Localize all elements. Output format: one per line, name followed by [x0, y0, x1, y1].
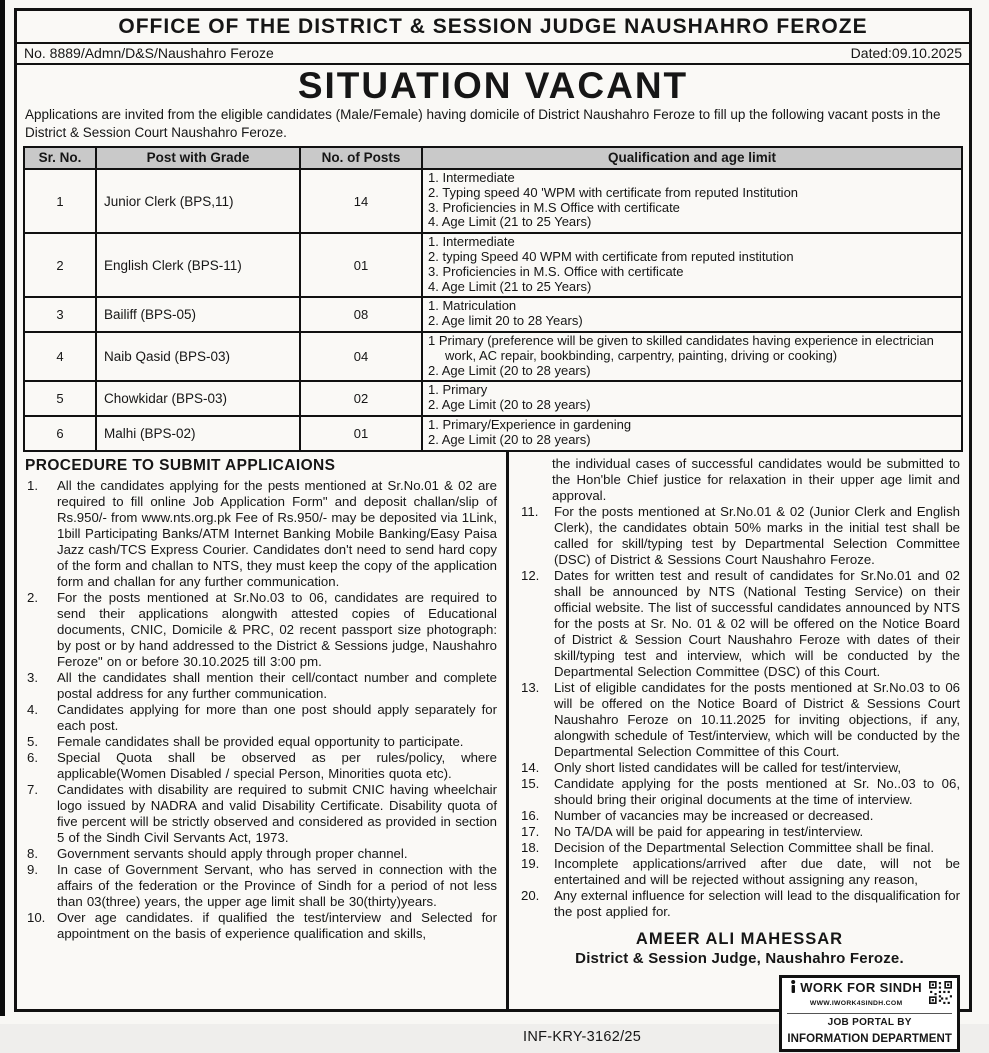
item-text: List of eligible candidates for the posts mentioned at Sr.No.03 to 06 will be offered on the Notice Board of District & Sessions Court Naushahro Feroze on 10.11.2025 for inviting objections, if any, alongwith schedule of Test/interview, which will be conducted by the Departmental Selection Committee of this Court. — [554, 679, 960, 759]
item-number: 16. — [521, 807, 540, 823]
post-cell: Naib Qasid (BPS-03) — [97, 333, 301, 382]
col-header-no-of-posts: No. of Posts — [301, 148, 423, 170]
procedure-right-column — [509, 452, 969, 1045]
signatory-name: AMEER ALI MAHESSAR — [635, 929, 844, 948]
qualification-line: 4. Age Limit (21 to 25 Years) — [428, 214, 592, 230]
procedure-item — [519, 568, 960, 680]
item-text: Over age candidates. if qualified the test/interview and Selected for appointment on the basis of experience qualification and skills, — [57, 909, 497, 941]
item-number: 5. — [27, 733, 38, 749]
reference-row — [17, 44, 969, 65]
work-for-sindh-logo — [779, 975, 960, 1052]
item-number: 20. — [521, 887, 540, 903]
qualification-line: 1. Matriculation — [428, 298, 517, 314]
procedure-item — [25, 734, 497, 750]
table-header-row — [25, 148, 961, 170]
item-10-continuation: the individual cases of successful candidates would be submitted to the Hon'ble Chief justice for relaxation in their upper age limit and approval. — [552, 455, 960, 503]
procedure-item — [519, 856, 960, 888]
col-header-qualification: Qualification and age limit — [423, 148, 961, 170]
qualification-line: 3. Proficiencies in M.S Office with certificate — [428, 199, 680, 215]
page-title: SITUATION VACANT — [297, 65, 689, 106]
item-text: All the candidates shall mention their cell/contact number and complete postal address for any further communication. — [57, 669, 497, 701]
item-number: 9. — [27, 861, 38, 877]
vacancy-table — [23, 146, 963, 452]
item-number: 10. — [27, 909, 46, 925]
item-number: 12. — [521, 567, 540, 583]
procedure-item — [25, 782, 497, 846]
item-text: Any external influence for selection will lead to the disqualification for the post applied for. — [554, 887, 960, 919]
qualification-line: 2. typing Speed 40 WPM with certificate from reputed institution — [428, 248, 794, 264]
item-text: Number of vacancies may be increased or decreased. — [554, 807, 874, 823]
procedure-section — [17, 452, 969, 1045]
no-of-posts-cell: 04 — [301, 333, 423, 382]
item-number: 8. — [27, 845, 38, 861]
procedure-item — [25, 750, 497, 782]
intro-paragraph: Applications are invited from the eligible candidates (Male/Female) having domicile of District Naushahro Feroze to fill up the following vacant posts in the District & Session Court Naushahro Feroze. — [25, 107, 941, 140]
footer-row — [519, 969, 960, 1053]
logo-portal-line: JOB PORTAL BY — [787, 1013, 952, 1031]
item-number: 1. — [27, 477, 38, 493]
signatory-title: District & Session Judge, Naushahro Feroze. — [575, 949, 904, 967]
post-cell: Chowkidar (BPS-03) — [97, 382, 301, 417]
item-text: Female candidates shall be provided equal opportunity to participate. — [57, 733, 464, 749]
no-of-posts-cell: 08 — [301, 298, 423, 333]
procedure-item — [25, 702, 497, 734]
no-of-posts-cell: 01 — [301, 234, 423, 298]
qualification-line: 1. Intermediate — [428, 234, 515, 250]
inf-reference: INF-KRY-3162/25 — [523, 1028, 642, 1045]
procedure-item — [25, 478, 497, 590]
table-row — [25, 382, 961, 417]
item-text: Only short listed candidates will be called for test/interview, — [554, 759, 902, 775]
procedure-item — [25, 910, 497, 942]
qualification-cell — [423, 333, 961, 382]
item-text: Dates for written test and result of candidates for Sr.No.01 and 02 shall be announced by NTS (National Testing Service) on their official website. The list of successful candidates announced by NTS for the posts at Sr. No. 01 & 02 will be offered on the Notice Board of District & Session Court Naushahro Feroze with dates of their skill/typing test and interview, which will be conducted by the Departmental Selection Committee (DSC) of this Court. — [554, 567, 960, 679]
item-text: In case of Government Servant, who has served in connection with the affairs of the federation or the Province of Sindh for a period of not less than 03(three) years, the upper age limit shall be 30(thirty)years. — [57, 861, 497, 909]
sr-no-cell: 3 — [25, 298, 97, 333]
item-number: 4. — [27, 701, 38, 717]
qualification-line: 2. Age Limit (20 to 28 years) — [428, 362, 591, 378]
qualification-line: 1. Intermediate — [428, 170, 515, 185]
item-number: 7. — [27, 781, 38, 797]
logo-url-text: WWW.IWORK4SINDH.COM — [809, 999, 903, 1007]
qualification-cell — [423, 417, 961, 450]
sr-no-cell: 5 — [25, 382, 97, 417]
post-cell: Bailiff (BPS-05) — [97, 298, 301, 333]
item-text: For the posts mentioned at Sr.No.01 & 02 (Junior Clerk and English Clerk), the candidates obtain 50% marks in the initial test shall be called for skill/typing test by Departmental Selection Committee (DSC) of District & Sessions Court Naushahro Feroze. — [554, 503, 960, 567]
no-of-posts-cell: 14 — [301, 170, 423, 234]
procedure-item — [25, 590, 497, 670]
item-text: No TA/DA will be paid for appearing in test/interview. — [554, 823, 864, 839]
logo-brand-line — [787, 980, 925, 997]
item-number: 3. — [27, 669, 38, 685]
sr-no-cell: 2 — [25, 234, 97, 298]
logo-top-row — [787, 980, 952, 1012]
sr-no-cell: 1 — [25, 170, 97, 234]
item-number: 11. — [521, 503, 539, 519]
item-number: 14. — [521, 759, 540, 775]
table-row — [25, 417, 961, 450]
qualification-line: 2. Typing speed 40 'WPM with certificate from reputed Institution — [428, 184, 799, 200]
qualification-line: 3. Proficiencies in M.S. Office with certificate — [428, 263, 684, 279]
item-text: Decision of the Departmental Selection Committee shall be final. — [554, 839, 935, 855]
procedure-item — [519, 808, 960, 824]
item-text: Candidates applying for more than one post should apply separately for each post. — [57, 701, 497, 733]
qualification-cell — [423, 298, 961, 333]
table-row — [25, 298, 961, 333]
procedure-item — [519, 824, 960, 840]
col-header-post: Post with Grade — [97, 148, 301, 170]
item-text: Government servants should apply through proper channel. — [57, 845, 408, 861]
qualification-cell — [423, 170, 961, 234]
qualification-cell — [423, 382, 961, 417]
post-cell: English Clerk (BPS-11) — [97, 234, 301, 298]
procedure-item — [25, 862, 497, 910]
qualification-line: 1 Primary (preference will be given to skilled candidates having experience in electrician work, AC repair, bookbinding, carpentry, painting, driving or cooking) — [428, 332, 934, 363]
procedure-heading: PROCEDURE TO SUBMIT APPLICAIONS — [25, 456, 336, 474]
table-row — [25, 333, 961, 382]
item-text: Special Quota shall be observed as per rules/policy, where applicable(Women Disabled / special Person, Minorities quota etc). — [57, 749, 497, 781]
procedure-item — [519, 888, 960, 920]
ad-frame — [14, 8, 972, 1045]
item-number: 17. — [521, 823, 540, 839]
item-number: 18. — [521, 839, 540, 855]
table-row — [25, 170, 961, 234]
qualification-line: 2. Age limit 20 to 28 Years) — [428, 313, 583, 329]
dated-label: Dated:09.10.2025 — [850, 45, 962, 61]
procedure-left-column — [17, 452, 509, 1009]
post-cell: Junior Clerk (BPS,11) — [97, 170, 301, 234]
col-header-sr-no: Sr. No. — [25, 148, 97, 170]
procedure-item — [519, 776, 960, 808]
no-of-posts-cell: 01 — [301, 417, 423, 450]
office-title: OFFICE OF THE DISTRICT & SESSION JUDGE NAUSHAHRO FEROZE — [17, 11, 969, 44]
qr-code-icon — [929, 981, 952, 1004]
reference-number: No. 8889/Admn/D&S/Naushahro Feroze — [24, 45, 274, 61]
item-number: 19. — [521, 855, 540, 871]
item-text: Incomplete applications/arrived after due date, will not be entertained and will be rejected without assigning any reason, — [554, 855, 960, 887]
procedure-item — [519, 840, 960, 856]
iwork-icon — [790, 980, 798, 997]
item-number: 2. — [27, 589, 38, 605]
logo-department-line: INFORMATION DEPARTMENT — [787, 1032, 952, 1045]
table-row — [25, 234, 961, 298]
qualification-line: 4. Age Limit (21 to 25 Years) — [428, 278, 592, 294]
logo-brand-wrap — [787, 980, 925, 1012]
signature-block — [519, 929, 960, 969]
item-number: 15. — [521, 775, 540, 791]
procedure-item — [519, 504, 960, 568]
no-of-posts-cell: 02 — [301, 382, 423, 417]
item-text: For the posts mentioned at Sr.No.03 to 06, candidates are required to send their applications alongwith attested copies of Educational documents, CNIC, Domicile & PRC, 02 recent passport size photograph: by post or by hand addressed to the District & Sessions judge, Naushahro Feroze" on or before 30.10.2025 till 3:00 pm. — [57, 589, 497, 669]
item-text: Candidate applying for the posts mentioned at Sr. No..03 to 06, should bring their original documents at the time of interview. — [554, 775, 960, 807]
logo-brand-text: WORK FOR SINDH — [800, 980, 923, 996]
scan-edge-strip — [0, 0, 5, 1016]
item-number: 6. — [27, 749, 38, 765]
sr-no-cell: 6 — [25, 417, 97, 450]
post-cell: Malhi (BPS-02) — [97, 417, 301, 450]
procedure-item — [519, 680, 960, 760]
qualification-cell — [423, 234, 961, 298]
item-text: All the candidates applying for the pests mentioned at Sr.No.01 & 02 are required to fill online Job Application Form" and deposit challan/slip of Rs.950/- from www.nts.org.pk Fee of Rs.950/- may be deposited via 1Link, 1bill Participating Banks/ATM Internet Banking Mobile Banking/Easy Paisa Jazz cash/TCS Express Courier. Candidates don't need to send hard copy of the form and challan to NTS, they must keep the copy of the application form and challan for any further communication. — [57, 477, 497, 589]
procedure-item — [25, 846, 497, 862]
item-text: Candidates with disability are required to submit CNIC having wheelchair logo issued by NADRA and valid Disability Certificate. Disability quota of five percent will be strictly observed and considered as provided in section 5 of the Sindh Civil Servants Act, 1973. — [57, 781, 497, 845]
procedure-item — [519, 760, 960, 776]
qualification-line: 2. Age Limit (20 to 28 years) — [428, 397, 591, 413]
qualification-line: 1. Primary/Experience in gardening — [428, 416, 632, 432]
sr-no-cell: 4 — [25, 333, 97, 382]
qualification-line: 1. Primary — [428, 382, 488, 398]
qualification-line: 2. Age Limit (20 to 28 years) — [428, 431, 591, 447]
item-number: 13. — [521, 679, 540, 695]
procedure-item — [25, 670, 497, 702]
